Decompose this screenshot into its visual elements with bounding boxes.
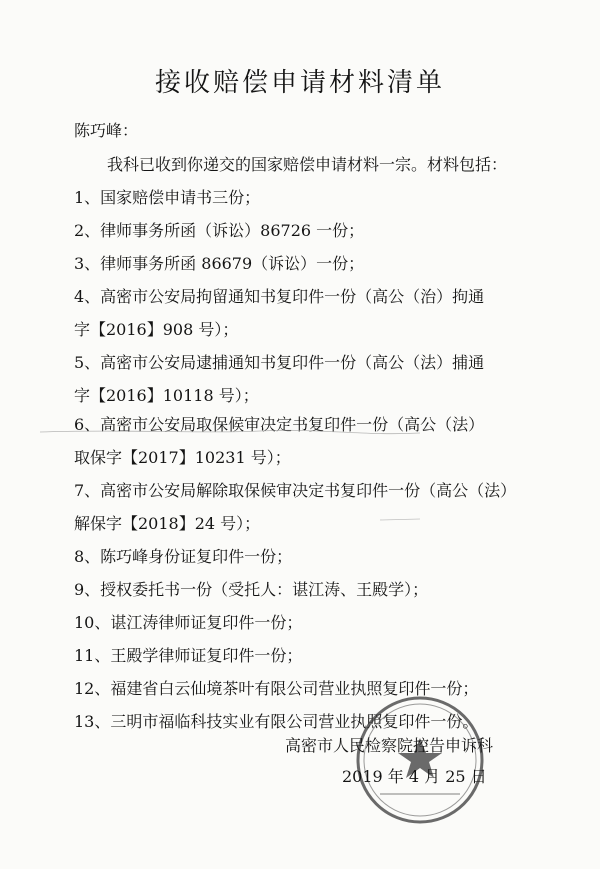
list-item: 1、国家赔偿申请书三份； xyxy=(74,188,261,207)
document-title: 接收赔偿申请材料清单 xyxy=(154,68,445,98)
list-item-continuation: 取保字【2017】10231 号）； xyxy=(74,448,291,467)
list-item: 9、授权委托书一份（受托人：谌江涛、王殿学）； xyxy=(74,580,429,599)
intro-paragraph: 我科已收到你递交的国家赔偿申请材料一宗。材料包括： xyxy=(107,155,508,174)
addressee: 陈巧峰： xyxy=(74,121,139,140)
list-item: 8、陈巧峰身份证复印件一份； xyxy=(74,547,293,566)
list-item-continuation: 解保字【2018】24 号）； xyxy=(74,514,261,533)
list-item: 12、福建省白云仙境茶叶有限公司营业执照复印件一份； xyxy=(74,679,479,698)
list-item: 13、三明市福临科技实业有限公司营业执照复印件一份。 xyxy=(74,712,479,731)
list-item: 10、谌江涛律师证复印件一份； xyxy=(74,613,303,632)
list-item-continuation: 字【2016】908 号）； xyxy=(74,320,239,339)
list-item: 4、高密市公安局拘留通知书复印件一份（高公（治）拘通 xyxy=(74,287,485,306)
list-item: 5、高密市公安局逮捕通知书复印件一份（高公（法）捕通 xyxy=(74,353,485,372)
official-seal-icon xyxy=(350,690,490,830)
list-item: 3、律师事务所函 86679（诉讼）一份； xyxy=(74,254,365,273)
list-item-continuation: 字【2016】10118 号）； xyxy=(74,386,259,405)
list-item: 7、高密市公安局解除取保候审决定书复印件一份（高公（法） xyxy=(74,481,517,500)
list-item: 2、律师事务所函（诉讼）86726 一份； xyxy=(74,221,365,240)
list-item: 6、高密市公安局取保候审决定书复印件一份（高公（法） xyxy=(74,415,485,434)
signature-date: 2019 年 4 月 25 日 xyxy=(342,767,487,786)
list-item: 11、王殿学律师证复印件一份； xyxy=(74,646,303,665)
signature-department: 高密市人民检察院控告申诉科 xyxy=(285,736,494,755)
